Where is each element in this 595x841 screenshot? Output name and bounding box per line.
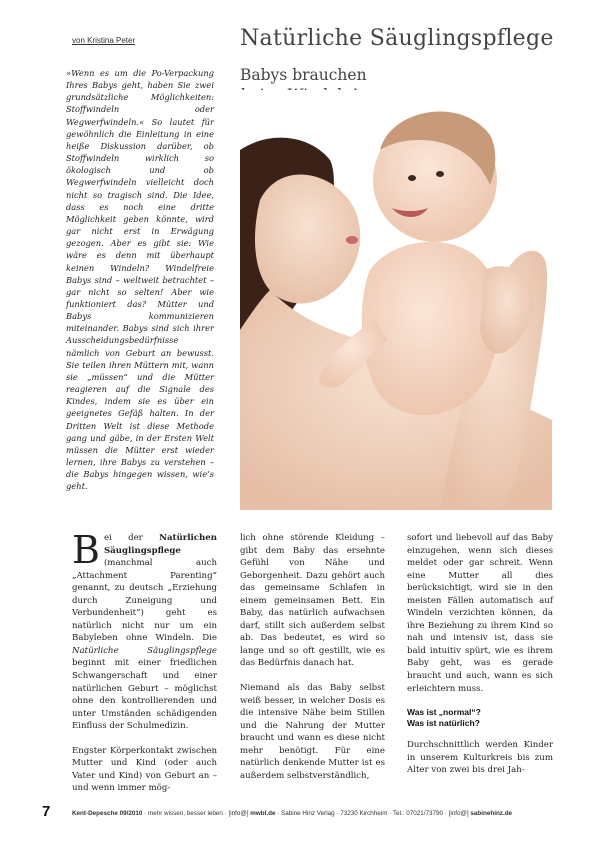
body-column-1 bbox=[72, 528, 217, 807]
footer-site-sabinehinz[interactable]: sabinehinz.de bbox=[470, 810, 513, 817]
body-column-3 bbox=[407, 532, 553, 789]
mother-baby-illustration bbox=[240, 90, 552, 510]
col1-paragraph-1 bbox=[72, 528, 217, 733]
col1-italic-term: Natürliche Säuglingspflege bbox=[72, 645, 217, 656]
col3-paragraph-1: sofort und liebevoll auf das Baby einzugehen, wenn sich dieses meldet oder gar schreit. Wenn eine Mutter all dies berücksichtigt, wird sie in den meisten Fällen automatisch auf Windeln verzichten können, da ihre Beziehung zu ihrem Kind so nah und intensiv ist, dass sie bald intuitiv spürt, wie es ihrem Baby geht, was es gerade braucht und auch, wann es sich erleichtern muss. bbox=[407, 533, 553, 694]
col2-paragraph-1: lich ohne störende Kleidung – gibt dem Baby das ersehnte Gefühl von Nähe und Geborgenheit. Dazu gehört auch das gemeinsame Schlafen in einem gemeinsamen Bett. Ein Baby, das natürlich aufwachsen darf, stillt sich außerdem selbst ab. Das bedeutet, es wird so lange und so oft gestillt, wie es das Bedürfnis danach hat. bbox=[240, 533, 385, 669]
article-title: Natürliche Säuglingspflege bbox=[240, 26, 554, 51]
col1-text-e: beginnt mit einer friedlichen Schwangerschaft und einer natürlichen Geburt – möglichst ohne den kontrollierenden und unter Umständen schädigenden Einfluss der Schulmedizin. bbox=[72, 658, 217, 732]
drop-cap: B bbox=[72, 528, 100, 572]
footer-issue: Kent-Depesche 09/2010 bbox=[72, 810, 143, 817]
footer-tagline: · mehr wissen, besser leben · [info@] bbox=[142, 810, 251, 817]
col2-paragraph-2: Niemand als das Baby selbst weiß besser, in welcher Dosis es die intensive Nähe beim Stillen und die Nahrung der Mutter braucht und wann es diese nicht mehr benötigt. Für eine natürlich denkende Mutter ist es außerdem selbstverständlich, bbox=[240, 683, 385, 781]
col3-paragraph-2: Durchschnittlich werden Kinder in unserem Kulturkreis bis zum Alter von zwei bis drei Jah- bbox=[407, 740, 553, 776]
page-footer bbox=[28, 800, 558, 820]
section-heading bbox=[407, 707, 553, 729]
footer-publisher: · Sabine Hinz Verlag · 73230 Kirchheim · Tel.: 07021/73790 · [info@] bbox=[275, 810, 471, 817]
col1-paragraph-2: Engster Körperkontakt zwischen Mutter und Kind (oder auch Vater und Kind) von Geburt an – und wenn immer mög- bbox=[72, 745, 217, 794]
col1-bold-term: Natürlichen Säuglingspflege bbox=[103, 533, 217, 556]
footer-site-mwbl[interactable]: mwbl.de bbox=[250, 810, 276, 817]
col1-text-a: ei der bbox=[103, 533, 160, 543]
col1-text-c: (manchmal auch „Attachment Parenting“ genannt, zu deutsch „Erziehung durch Zuneigung und Verbundenheit“) geht es natürlich nicht nur um ein Babyleben ohne Windeln. Die bbox=[72, 558, 217, 644]
section-heading-line1: Was ist „normal“? bbox=[407, 707, 481, 718]
page-number: 7 bbox=[42, 803, 51, 820]
author-byline: von Kristina Peter bbox=[72, 36, 136, 45]
mother-baby-photo bbox=[240, 90, 552, 510]
intro-paragraph: »Wenn es um die Po-Verpackung Ihres Babys geht, haben Sie zwei grundsätzliche Möglichkeiten: Stoffwindeln oder Wegwerfwindeln.« So lautet für gewöhnlich die Einleitung in eine heiße Diskussion darüber, ob Stoffwindeln wirklich so ökologisch und ob Wegwerfwindeln vielleicht doch nicht so tragisch sind. Die Idee, dass es noch eine dritte Möglichkeit geben könnte, wird gar nicht erst in Erwägung gezogen. Aber es gibt sie: Wie wäre es denn mit überhaupt keinen Windeln? Windelfreie Babys sind – weltweit betrachtet – gar nicht so selten! Aber wie funktioniert das? Mütter und Babys kommunizieren miteinander. Babys sind sich ihrer Ausscheidungsbedürfnisse nämlich von Geburt an bewusst. Sie teilen ihren Müttern mit, wann sie „müssen“ und die Mütter reagieren auf die Signale des Kindes, indem sie es über ein geeignetes Gefäß halten. In der Dritten Welt ist diese Methode gang und gäbe, in der Ersten Welt müssen die Mütter erst wieder lernen, ihre Babys zu verstehen – die Babys hingegen wissen, wie’s geht. bbox=[66, 68, 214, 492]
footer-line bbox=[72, 810, 512, 817]
subtitle-line1: Babys brauchen bbox=[240, 66, 367, 84]
body-column-2 bbox=[240, 532, 385, 794]
section-heading-line2: Was ist natürlich? bbox=[407, 718, 480, 729]
